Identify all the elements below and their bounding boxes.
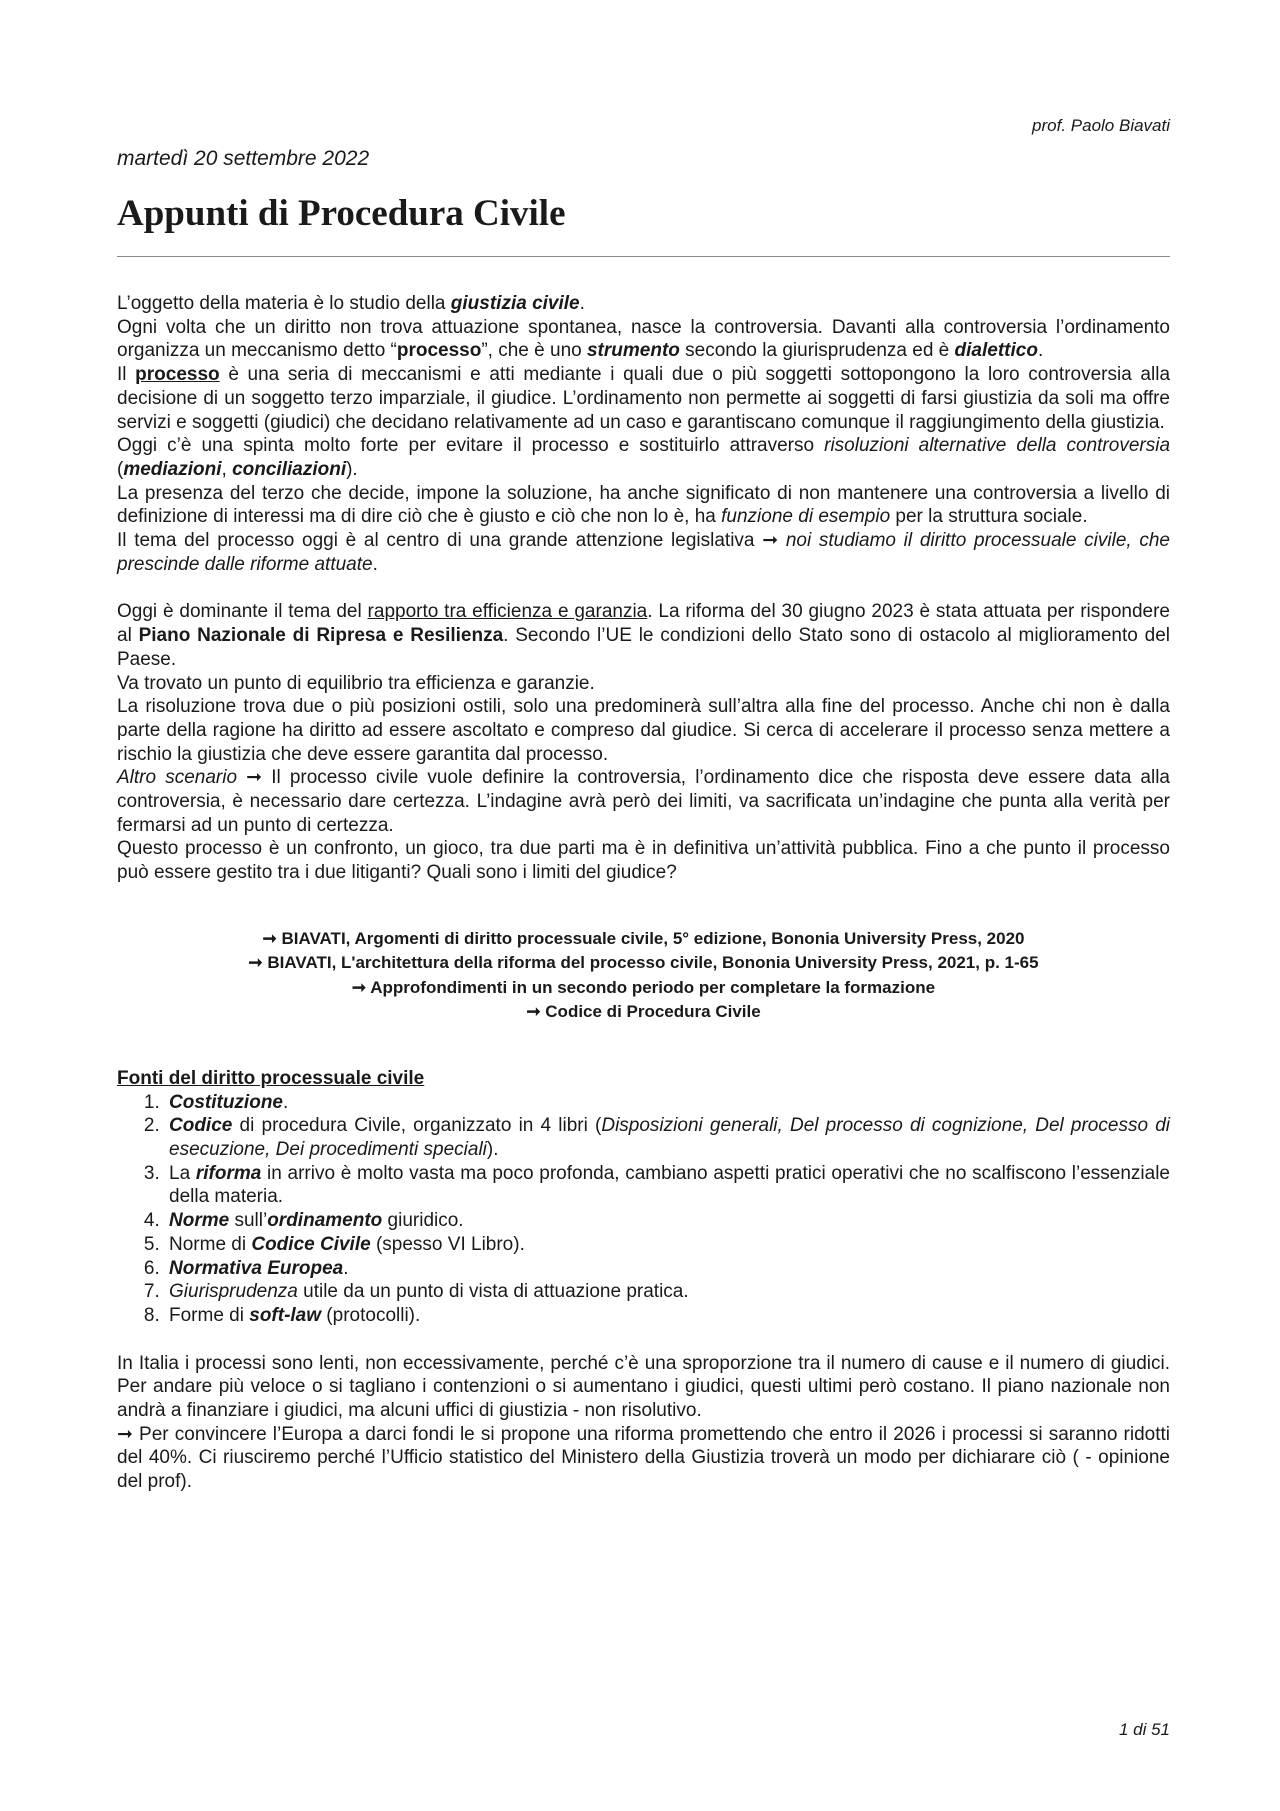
section-heading: Fonti del diritto processuale civile	[117, 1067, 425, 1089]
references-block	[117, 927, 1170, 1025]
list-item: 4. Norme sull’ordinamento giuridico.	[165, 1209, 1170, 1233]
paragraph: In Italia i processi sono lenti, non eccessivamente, perché c’è una sproporzione tra il numero di cause e il numero di giudici. Per andare più veloce o si tagliano i contenzioni o si aumentano i giudici, questi ultimi però costano. Il piano nazionale non andrà a finanziare i giudici, ma alcuni uffici di giustizia - non risolutivo.	[117, 1352, 1170, 1422]
author-name: prof. Paolo Biavati	[1032, 116, 1170, 135]
list-item: 2. Codice di procedura Civile, organizzato in 4 libri (Disposizioni generali, Del processo di cognizione, Del processo di esecuzione, Dei procedimenti speciali).	[165, 1114, 1170, 1161]
list-item: 5. Norme di Codice Civile (spesso VI Libro).	[165, 1233, 1170, 1257]
paragraph: Ogni volta che un diritto non trova attuazione spontanea, nasce la controversia. Davanti alla controversia l’ordinamento organizza un meccanismo detto “processo”, che è uno strumento secondo la giurisprudenza ed è dialettico.	[117, 316, 1170, 362]
paragraph: ➞ Per convincere l’Europa a darci fondi le si propone una riforma promettendo che entro il 2026 i processi si saranno ridotti del 40%. Ci riusciremo perché l’Ufficio statistico del Ministero della Giustizia troverà un modo per dichiarare ciò ( - opinione del prof).	[117, 1423, 1170, 1493]
paragraph: Oggi è dominante il tema del rapporto tra efficienza e garanzia. La riforma del 30 giugno 2023 è stata attuata per rispondere al Piano Nazionale di Ripresa e Resilienza. Secondo l’UE le condizioni dello Stato sono di ostacolo al miglioramento del Paese.	[117, 601, 1170, 670]
paragraph: Il tema del processo oggi è al centro di una grande attenzione legislativa ➞ noi studiamo il diritto processuale civile, che prescinde dalle riforme attuate.	[117, 530, 1171, 575]
lecture-date: martedì 20 settembre 2022	[117, 147, 370, 170]
paragraph: La presenza del terzo che decide, impone la soluzione, ha anche significato di non mantenere una controversia a livello di definizione di interessi ma di dire ciò che è giusto e ciò che non lo è, ha funzione di esempio per la struttura sociale.	[117, 482, 1170, 528]
reference-item: ➞ Codice di Procedura Civile	[526, 1002, 761, 1022]
list-item: 6. Normativa Europea.	[165, 1257, 1170, 1281]
list-item: 3. La riforma in arrivo è molto vasta ma poco profonda, cambiano aspetti pratici operativi che no scalfiscono l’essenziale della materia.	[165, 1162, 1170, 1209]
reference-item: ➞ BIAVATI, Argomenti di diritto processuale civile, 5° edizione, Bononia University Press, 2020	[262, 928, 1025, 948]
reference-item: ➞ BIAVATI, L'architettura della riforma del processo civile, Bononia University Press, 2021, p. 1-65	[248, 953, 1039, 973]
paragraph: Oggi c’è una spinta molto forte per evitare il processo e sostituirlo attraverso risoluzioni alternative della controversia (mediazioni, conciliazioni).	[117, 435, 1171, 480]
title-divider	[117, 256, 1170, 257]
list-item: 1. Costituzione.	[165, 1091, 1170, 1115]
paragraph: Il processo è una seria di meccanismi e atti mediante i quali due o più soggetti sottopongono la loro controversia alla decisione di un soggetto terzo imparziale, il giudice. L’ordinamento non permette ai soggetti di farsi giustizia da soli ma offre servizi e soggetti (giudici) che decidano relativamente ad un caso e garantiscano comunque il raggiungimento della giustizia.	[117, 364, 1171, 433]
spacer	[117, 576, 1170, 600]
paragraph: Altro scenario ➞ Il processo civile vuole definire la controversia, l’ordinamento dice che risposta deve essere data alla controversia, è necessario dare certezza. L’indagine avrà però dei limiti, va sacrificata un’indagine che punta alla verità per fermarsi ad un punto di certezza.	[117, 767, 1170, 836]
page-title: Appunti di Procedura Civile	[117, 193, 566, 234]
spacer	[117, 1328, 1170, 1352]
list-item: 8. Forme di soft-law (protocolli).	[165, 1304, 1170, 1328]
spacer	[117, 885, 1170, 927]
sources-list	[117, 1091, 1170, 1328]
paragraph: L’oggetto della materia è lo studio della giustizia civile.	[117, 293, 585, 314]
document-body	[117, 292, 1170, 1494]
spacer	[117, 1025, 1170, 1067]
list-item: 7. Giurisprudenza utile da un punto di vista di attuazione pratica.	[165, 1280, 1170, 1304]
paragraph: Questo processo è un confronto, un gioco, tra due parti ma è in definitiva un’attività pubblica. Fino a che punto il processo può essere gestito tra i due litiganti? Quali sono i limiti del giudice?	[117, 838, 1170, 884]
paragraph: Va trovato un punto di equilibrio tra efficienza e garanzie.	[117, 672, 595, 694]
reference-item: ➞ Approfondimenti in un secondo periodo per completare la formazione	[351, 977, 936, 997]
page-number: 1 di 51	[1118, 1720, 1170, 1739]
paragraph: La risoluzione trova due o più posizioni ostili, solo una predominerà sull’altra alla fine del processo. Anche chi non è dalla parte della ragione ha diritto ad essere ascoltato e compreso dal giudice. Si cerca di accelerare il processo senza mettere a rischio la giustizia che deve essere garantita dal processo.	[117, 696, 1170, 765]
